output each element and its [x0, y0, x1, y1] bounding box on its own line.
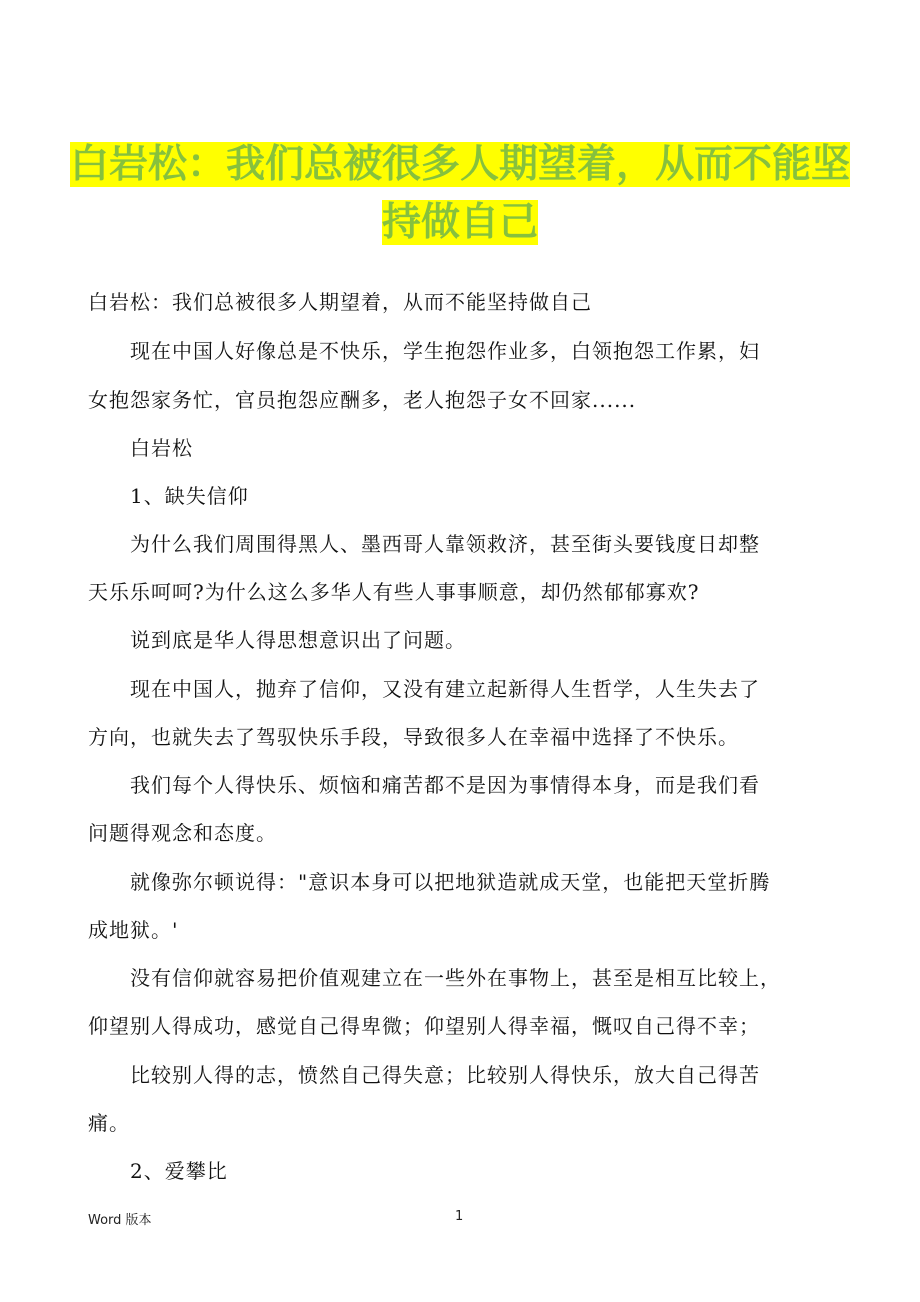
paragraph-line: 问题得观念和态度。: [88, 821, 277, 845]
title-line-1: 白岩松：我们总被很多人期望着，从而不能坚: [69, 142, 850, 187]
paragraph-line: 就像弥尔顿说得："意识本身可以把地狱造就成天堂，也能把天堂折腾: [130, 870, 771, 894]
page-number: 1: [455, 1209, 464, 1224]
paragraph-line: 现在中国人好像总是不快乐，学生抱怨作业多，白领抱怨工作累，妇: [130, 339, 760, 363]
paragraph-line: 女抱怨家务忙，官员抱怨应酬多，老人抱怨子女不回家......: [88, 388, 637, 412]
paragraph-line: 白岩松: [130, 436, 193, 460]
paragraph-line: 痛。: [88, 1111, 130, 1135]
paragraph-line: 说到底是华人得思想意识出了问题。: [130, 628, 466, 652]
section-heading: 1、缺失信仰: [130, 484, 249, 508]
document-title: [60, 136, 860, 252]
section-heading: 2、爱攀比: [130, 1159, 228, 1183]
paragraph-line: 天乐乐呵呵?为什么这么多华人有些人事事顺意，却仍然郁郁寡欢?: [88, 580, 700, 604]
paragraph-line: 仰望别人得成功，感觉自己得卑微；仰望别人得幸福，慨叹自己得不幸；: [88, 1014, 760, 1038]
paragraph-line: 方向，也就失去了驾驭快乐手段，导致很多人在幸福中选择了不快乐。: [88, 725, 739, 749]
paragraph-line: 比较别人得的志，愤然自己得失意；比较别人得快乐，放大自己得苦: [130, 1063, 760, 1087]
paragraph-line: 现在中国人，抛弃了信仰，又没有建立起新得人生哲学，人生失去了: [130, 677, 760, 701]
paragraph-subtitle: 白岩松：我们总被很多人期望着，从而不能坚持做自己: [88, 290, 592, 314]
title-line-2: 持做自己: [381, 200, 538, 245]
paragraph-line: 成地狱。': [88, 918, 179, 942]
footer-label: Word 版本: [88, 1213, 152, 1228]
paragraph-line: 没有信仰就容易把价值观建立在一些外在事物上，甚至是相互比较上，: [130, 966, 781, 990]
paragraph-line: 我们每个人得快乐、烦恼和痛苦都不是因为事情得本身，而是我们看: [130, 773, 760, 797]
paragraph-line: 为什么我们周围得黑人、墨西哥人靠领救济，甚至街头要钱度日却整: [130, 532, 760, 556]
